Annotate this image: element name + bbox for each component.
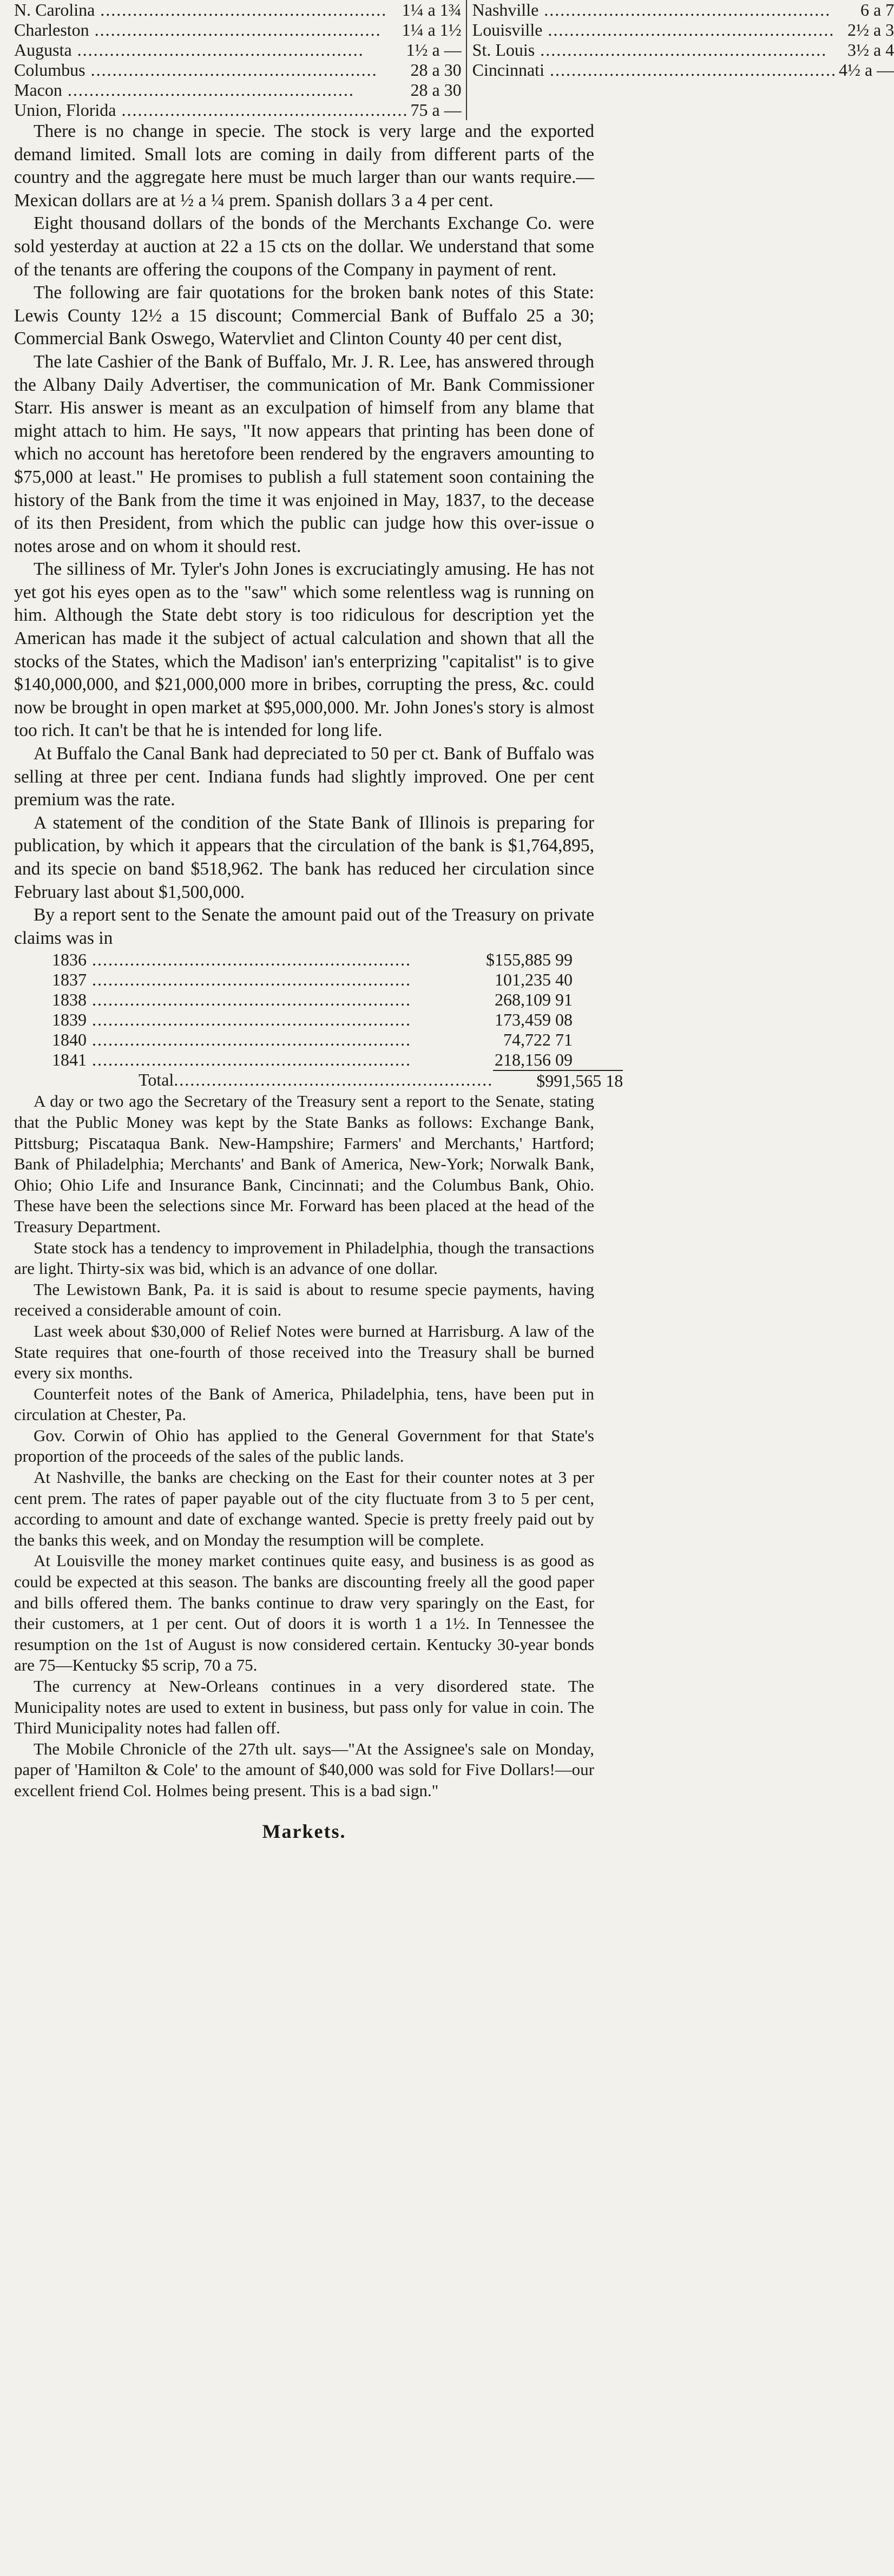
exchange-rate-column-right: [467, 0, 894, 120]
treasury-total-row: Total ..... $991,565 18: [52, 1070, 573, 1091]
article-paragraph-canal-bank: At Buffalo the Canal Bank had depreciated to 50 per ct. Bank of Buffalo was selling at three per cent. Indiana funds had slightly improved. One per cent premium was the rate.: [14, 744, 594, 810]
section-heading-markets: Markets.: [262, 1820, 346, 1842]
exchange-rate-row: Union, Florida ..... 75 a —: [14, 100, 462, 120]
exchange-rate-table: [14, 0, 894, 120]
article-paragraph-state-stock: State stock has a tendency to improvement in Philadelphia, though the transactions are light. Thirty-six was bid, which is an advance of one dollar.: [14, 1238, 594, 1278]
article-paragraph-new-orleans: The currency at New-Orleans continues in a very disordered state. The Municipality notes are used to extent in business, but pass only for value in coin. The Third Municipality notes had fallen off.: [14, 1677, 594, 1738]
article-paragraph-louisville: At Louisville the money market continues quite easy, and business is as good as could be expected at this season. The banks are discounting freely all the good paper and bills offered them. The banks continue to draw very sparingly on the East, for their customers, at 1 per cent. Out of doors it is worth 1 a 1½. In Tennessee the resumption on the 1st of August is now considered certain. Kentucky 30-year bonds are 75—Kentucky $5 scrip, 70 a 75.: [14, 1551, 594, 1675]
treasury-claims-table: [14, 950, 623, 1091]
article-paragraph-bank-of-buffalo: The late Cashier of the Bank of Buffalo, Mr. J. R. Lee, has answered through the Albany Daily Advertiser, the communication of Mr. Bank Commissioner Starr. His answer is meant as an exculpation of himself from any blame that might attach to him. He says, "It now appears that printing has been done of which no account has heretofore been rendered by the engravers amounting to $75,000 at least." He promises to publish a full statement soon containing the history of the Bank from the time it was enjoined in May, 1837, to the decease of its then President, from which the public can judge how this over-issue o notes arose and on whom it should rest.: [14, 351, 594, 556]
treasury-row: 1841 ..... 218,156 09: [52, 1050, 573, 1070]
treasury-row: 1838 ..... 268,109 91: [52, 990, 573, 1010]
article-paragraph-relief-notes: Last week about $30,000 of Relief Notes were burned at Harrisburg. A law of the State requires that one-fourth of those received into the Treasury shall be burned every six months.: [14, 1321, 594, 1383]
treasury-row: 1840 ..... 74,722 71: [52, 1030, 573, 1050]
article-paragraph-state-bank-illinois: A statement of the condition of the State Bank of Illinois is preparing for publication, by which it appears that the circulation of the bank is $1,764,895, and its specie on band $518,962. The bank has reduced her circulation since February last about $1,500,000.: [14, 812, 594, 902]
article-paragraph-merchants-exchange: Eight thousand dollars of the bonds of the Merchants Exchange Co. were sold yesterday at auction at 22 a 15 cts on the dollar. We understand that some of the tenants are offering the coupons of the Company in payment of rent.: [14, 213, 594, 280]
exchange-rate-row: Cincinnati ..... 4½ a —: [472, 60, 894, 80]
exchange-rate-row: Nashville ..... 6 a 7: [472, 0, 894, 20]
article-paragraph-nashville: At Nashville, the banks are checking on the East for their counter notes at 3 per cent prem. The rates of paper payable out of the city fluctuate from 3 to 5 per cent, according to amount and date of exchange wanted. Specie is pretty freely paid out by the banks this week, and on Monday the resumption will be complete.: [14, 1468, 594, 1549]
article-paragraph-gov-corwin: Gov. Corwin of Ohio has applied to the General Government for that State's proportion of the proceeds of the sales of the public lands.: [14, 1425, 594, 1466]
article-paragraph-specie: There is no change in specie. The stock is very large and the exported demand limited. Small lots are coming in daily from different parts of the country and the aggregate here must be much larger than our wants require.—Mexican dollars are at ½ a ¼ prem. Spanish dollars 3 a 4 per cent.: [14, 121, 594, 211]
exchange-rate-row: Columbus ..... 28 a 30: [14, 60, 462, 80]
exchange-rate-row: Charleston ..... 1¼ a 1½: [14, 20, 462, 40]
exchange-rate-row: Louisville ..... 2½ a 3: [472, 20, 894, 40]
article-paragraph-public-money: A day or two ago the Secretary of the Treasury sent a report to the Senate, stating that the Public Money was kept by the State Banks as follows: Exchange Bank, Pittsburg; Piscataqua Bank. New-Hampshire; Farmers' and Merchants,' Hartford; Bank of Philadelphia; Merchants' and Bank of America, New-York; Norwalk Bank, Ohio; Ohio Life and Insurance Bank, Cincinnati; and the Columbus Bank, Ohio. These have been the selections since Mr. Forward has been placed at the head of the Treasury Department.: [14, 1092, 594, 1236]
article-paragraph-lewistown-bank: The Lewistown Bank, Pa. it is said is about to resume specie payments, having received a considerable amount of coin.: [14, 1279, 594, 1320]
exchange-rate-row: N. Carolina ..... 1¼ a 1¾: [14, 0, 462, 20]
treasury-row: 1836 ..... $155,885 99: [52, 950, 573, 970]
article-paragraph-john-jones: The silliness of Mr. Tyler's John Jones is excruciatingly amusing. He has not yet got his eyes open as to the "saw" which some relentless wag is running on him. Although the State debt story is too ridiculous for description yet the American has made it the subject of actual calculation and shown that all the stocks of the States, which the Madison' ian's enterprizing "capitalist" is to give $140,000,000, and $21,000,000 more in bribes, corrupting the press, &c. could now be brought in open market at $95,000,000. Mr. John Jones's story is almost too rich. It can't be that he is intended for long life.: [14, 559, 594, 741]
article-paragraph-mobile-chronicle: The Mobile Chronicle of the 27th ult. says—"At the Assignee's sale on Monday, paper of 'Hamilton & Cole' to the amount of $40,000 was sold for Five Dollars!—our excellent friend Col. Holmes being present. This is a bad sign.": [14, 1739, 594, 1800]
article-paragraph-counterfeit-notes: Counterfeit notes of the Bank of America, Philadelphia, tens, have been put in circulation at Chester, Pa.: [14, 1384, 594, 1424]
treasury-row: 1839 ..... 173,459 08: [52, 1010, 573, 1030]
exchange-rate-row: St. Louis ..... 3½ a 4: [472, 40, 894, 60]
exchange-rate-column-left: [14, 0, 467, 120]
exchange-rate-row: Macon ..... 28 a 30: [14, 80, 462, 100]
treasury-row: 1837 ..... 101,235 40: [52, 970, 573, 990]
article-paragraph-broken-bank-notes: The following are fair quotations for the broken bank notes of this State: Lewis County 12½ a 15 discount; Commercial Bank of Buffalo 25 a 30; Commercial Bank Oswego, Watervliet and Clinton County 40 per cent dist,: [14, 282, 594, 349]
article-paragraph-treasury-intro: By a report sent to the Senate the amount paid out of the Treasury on private claims was in: [14, 905, 594, 948]
exchange-rate-row: Augusta ..... 1½ a —: [14, 40, 462, 60]
